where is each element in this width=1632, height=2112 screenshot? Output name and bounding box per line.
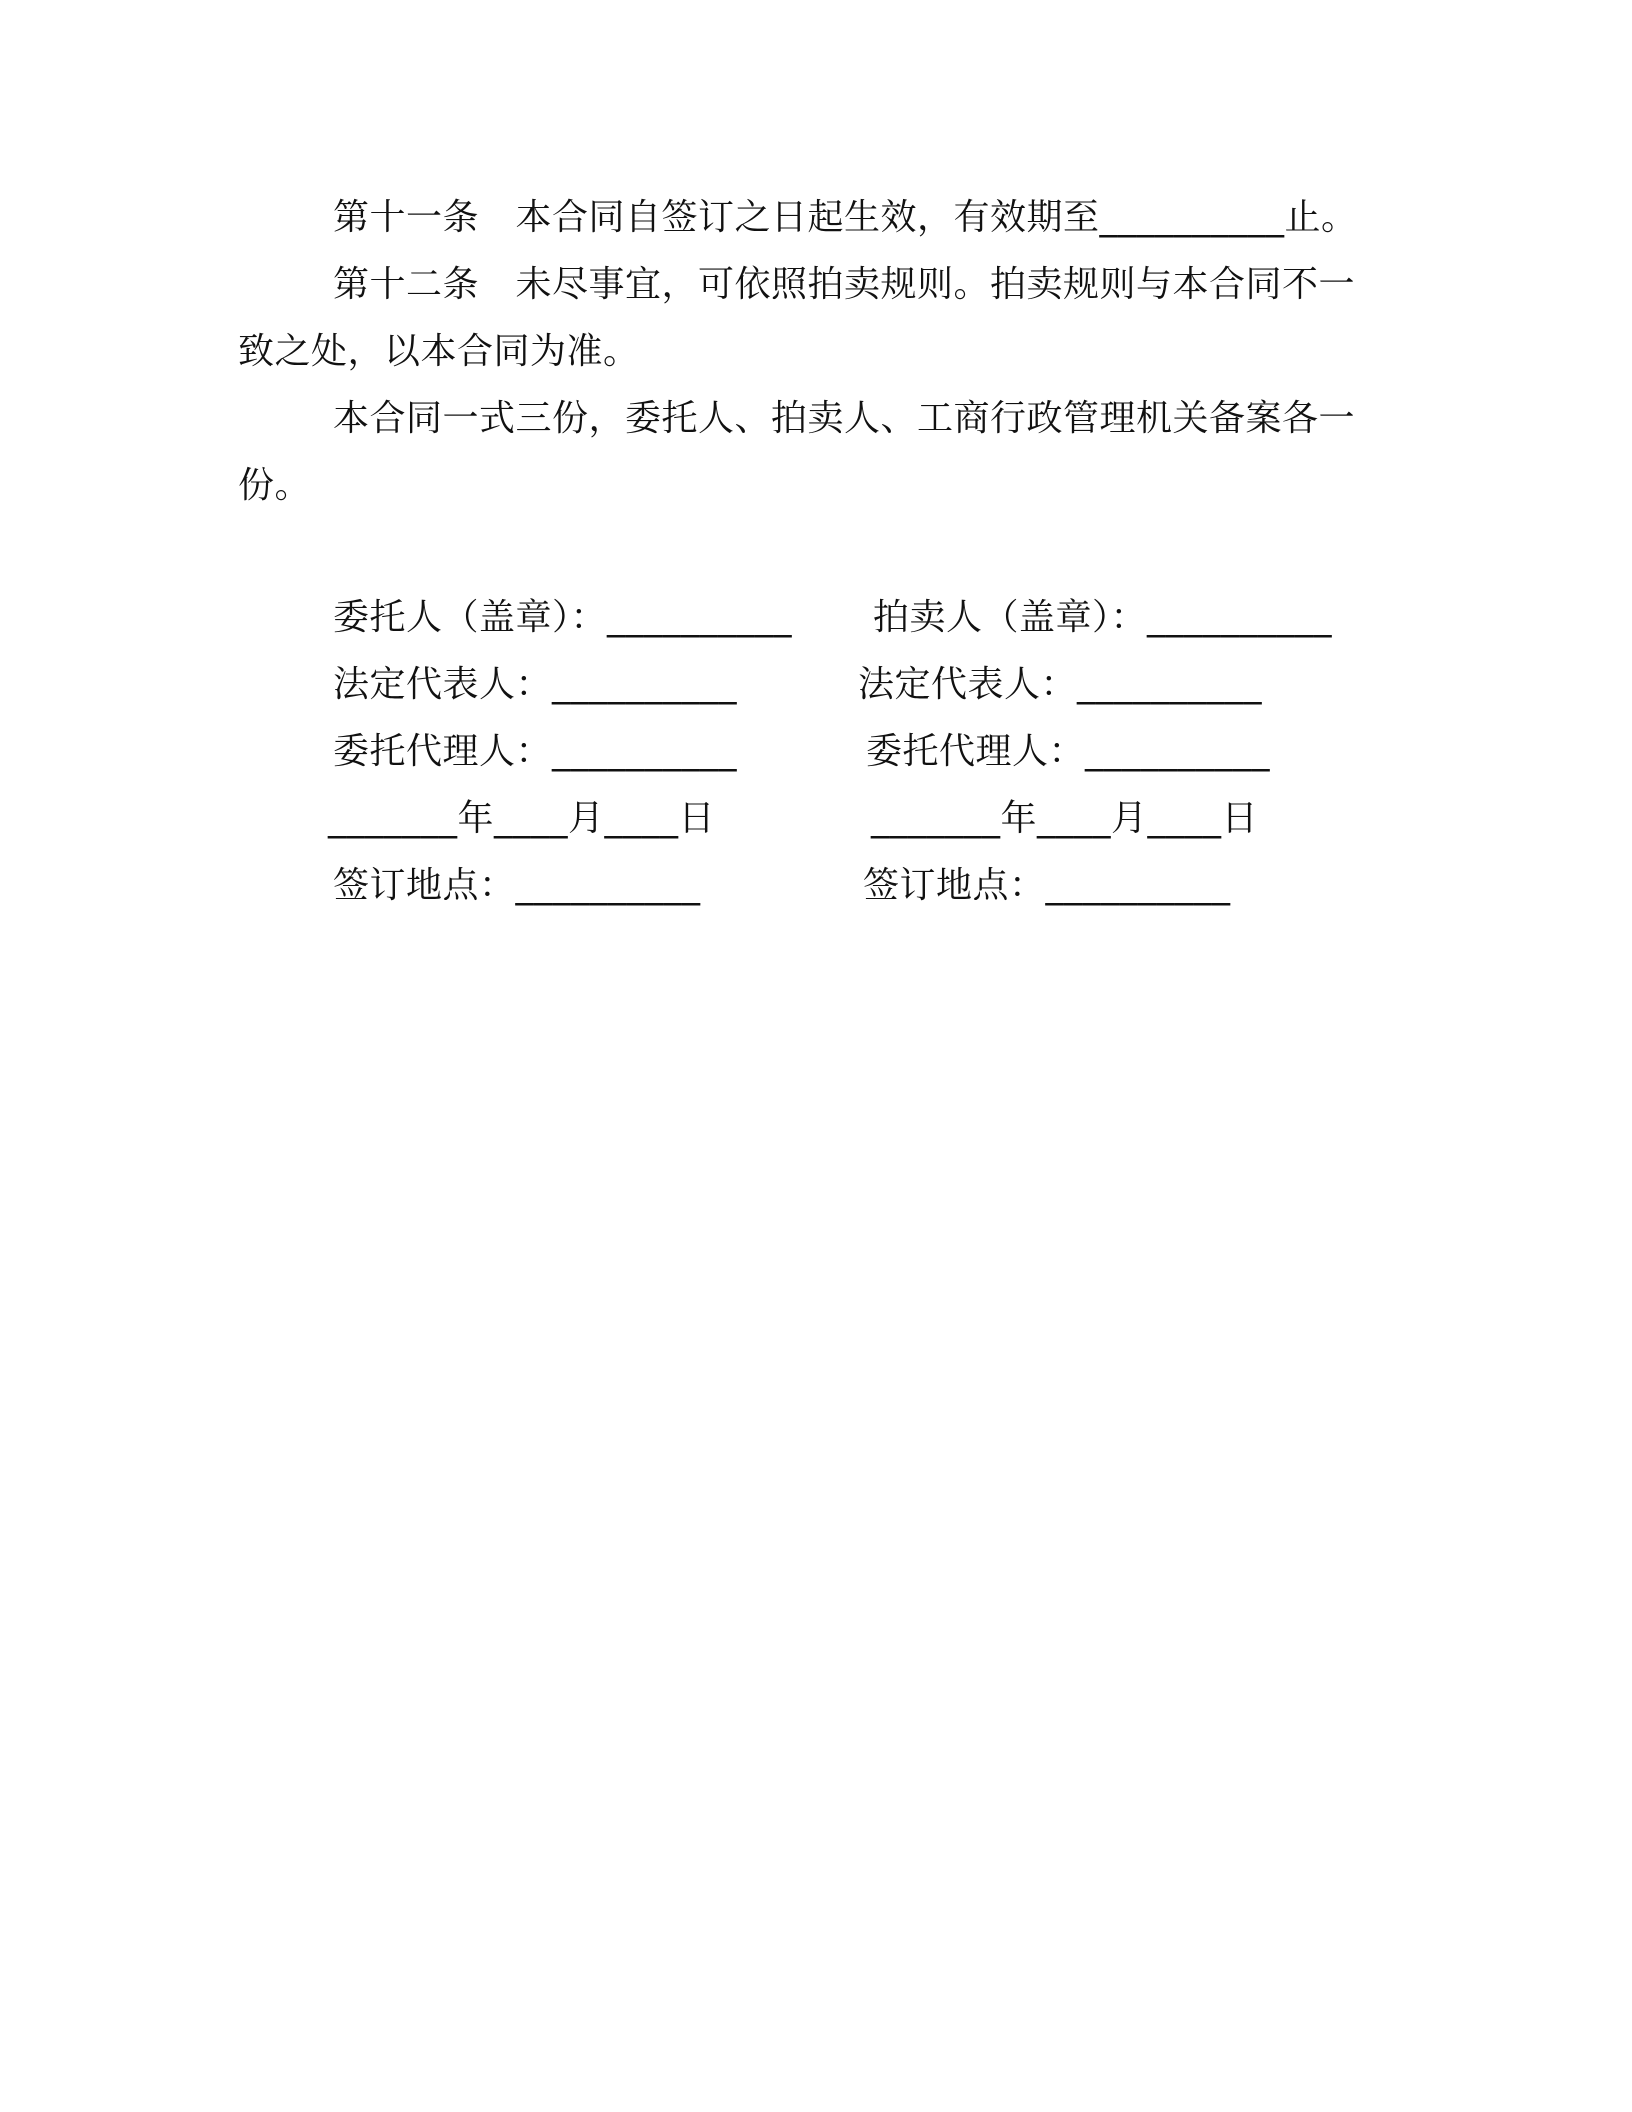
right-agent-line: 委托代理人：__________ [866,731,1271,772]
right-place-line: 签订地点：__________ [863,865,1231,906]
clause-11: 第十一条 本合同自签订之日起生效，有效期至__________止。 [333,197,1358,238]
left-place-line: 签订地点：__________ [333,865,701,906]
copies-clause: 本合同一式三份，委托人、拍卖人、工商行政管理机关备案各一份。 [238,398,1356,506]
auctioneer-seal-line: 拍卖人（盖章）：__________ [873,597,1333,638]
right-date-line: _______年____月____日 [871,798,1259,839]
right-legal-representative-line: 法定代表人：__________ [858,664,1263,705]
clause-12: 第十二条 未尽事宜，可依照拍卖规则。拍卖规则与本合同不一致之处，以本合同为准。 [238,264,1356,372]
principal-seal-line: 委托人（盖章）：__________ [333,597,793,638]
left-legal-representative-line: 法定代表人：__________ [333,664,738,705]
left-agent-line: 委托代理人：__________ [333,731,738,772]
left-date-line: _______年____月____日 [328,798,716,839]
